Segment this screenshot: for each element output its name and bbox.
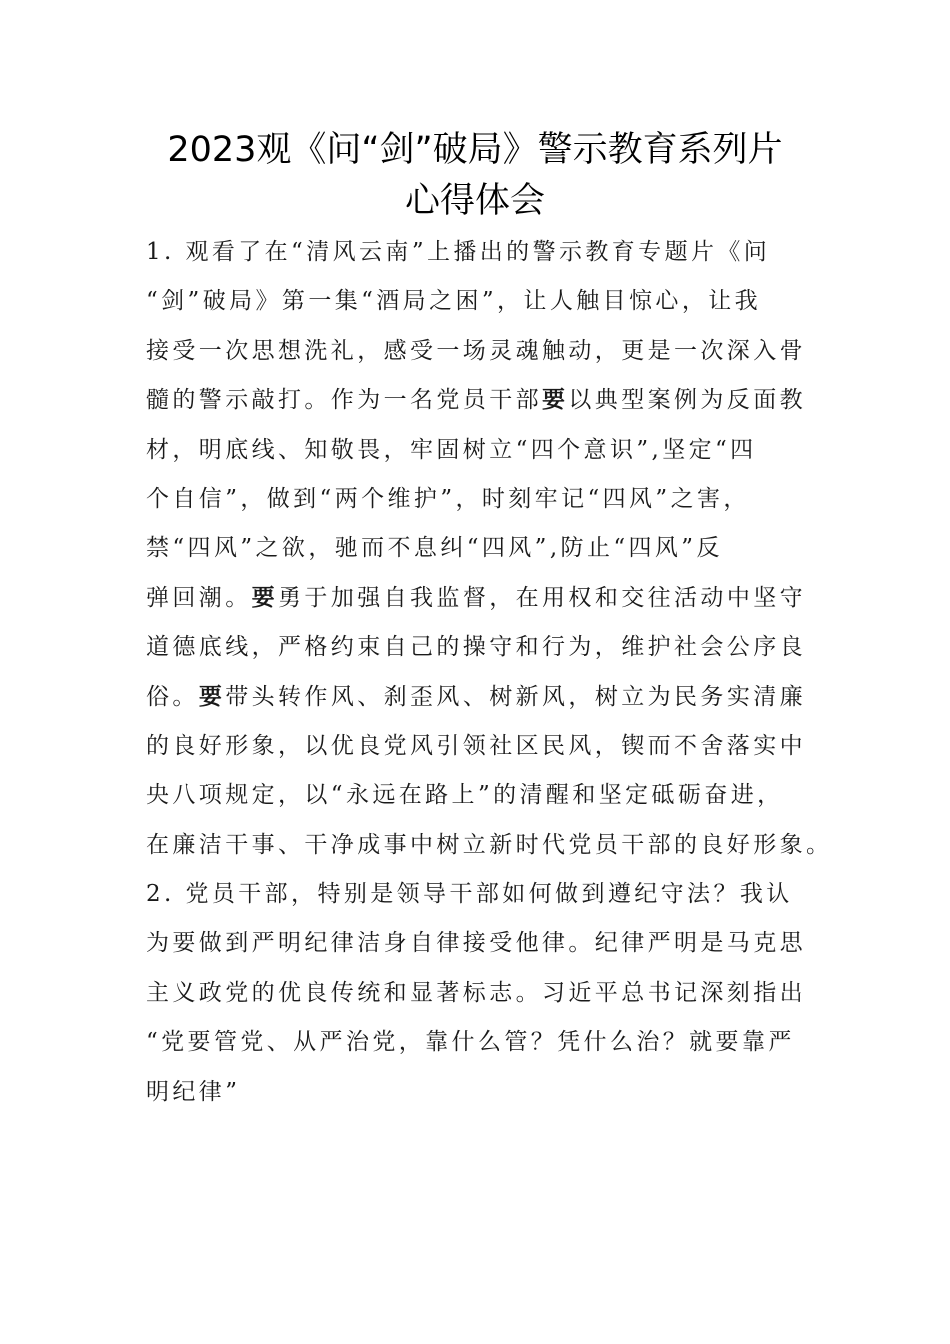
document-body <box>146 228 833 1117</box>
body-line <box>146 277 826 326</box>
body-text-segment: 主义政党的优良传统和显著标志。习近平总书记深刻指出 <box>146 979 806 1006</box>
body-text-segment: 材，明底线、知敬畏，牢固树立“四个意识”,坚定“四 <box>146 436 757 463</box>
body-line <box>146 821 833 870</box>
body-line <box>146 919 826 968</box>
body-text-segment: 在廉洁干事、干净成事中树立新时代党员干部的良好形象。 <box>146 831 833 858</box>
body-text-segment: 髓的警示敲打。作为一名党员干部 <box>146 387 542 414</box>
body-text-segment: 1. 观看了在“清风云南”上播出的警示教育专题片《问 <box>146 239 771 265</box>
bold-emphasis-text: 要 <box>198 683 226 710</box>
body-text-segment: 带头转作风、刹歪风、树新风，树立为民务实清廉 <box>225 683 807 710</box>
body-text-segment: 勇于加强自我监督，在用权和交往活动中坚守 <box>278 584 807 611</box>
body-text-segment: 2. 党员干部，特别是领导干部如何做到遵纪守法？我认 <box>146 881 793 908</box>
body-text-segment: 央八项规定，以“永远在路上”的清醒和坚定砥砺奋进， <box>146 782 784 809</box>
bold-emphasis-text: 要 <box>542 387 569 414</box>
body-text-segment: 弹回潮。 <box>146 584 252 611</box>
body-line <box>146 1068 826 1117</box>
body-line <box>146 228 826 277</box>
body-line <box>146 327 826 376</box>
document-title-line2: 心得体会 <box>404 181 545 221</box>
body-text-segment: “剑”破局》第一集“酒局之困”，让人触目惊心，让我 <box>146 288 762 315</box>
body-text-segment: “党要管党、从严治党，靠什么管？凭什么治？就要靠严 <box>146 1029 795 1056</box>
body-text-segment: 俗。 <box>146 683 199 710</box>
body-line <box>146 969 826 1018</box>
body-line <box>146 574 826 623</box>
body-line <box>146 475 826 524</box>
body-line <box>146 524 826 573</box>
body-text-segment: 明纪律” <box>146 1078 241 1105</box>
body-text-segment: 的良好形象，以优良党风引领社区民风，锲而不舍落实中 <box>146 732 806 759</box>
body-line <box>146 870 826 919</box>
body-line <box>146 722 826 771</box>
body-text-segment: 为要做到严明纪律洁身自律接受他律。纪律严明是马克思 <box>146 930 806 957</box>
body-text-segment: 接受一次思想洗礼，感受一场灵魂触动，更是一次深入骨 <box>146 337 806 364</box>
body-text-segment: 个自信”，做到“两个维护”，时刻牢记“四风”之害， <box>146 485 750 512</box>
body-line <box>146 673 826 722</box>
body-line <box>146 1018 826 1067</box>
document-title-line1: 2023观《问“剑”破局》警示教育系列片 <box>167 130 783 170</box>
body-line <box>146 771 826 820</box>
body-line <box>146 623 826 672</box>
body-text-segment: 以典型案例为反面教 <box>568 387 807 414</box>
body-line <box>146 376 826 425</box>
body-line <box>146 426 826 475</box>
bold-emphasis-text: 要 <box>251 584 279 611</box>
body-text-segment: 道德底线，严格约束自己的操守和行为，维护社会公序良 <box>146 634 806 661</box>
body-text-segment: 禁“四风”之欲，驰而不息纠“四风”,防止“四风”反 <box>146 535 723 562</box>
